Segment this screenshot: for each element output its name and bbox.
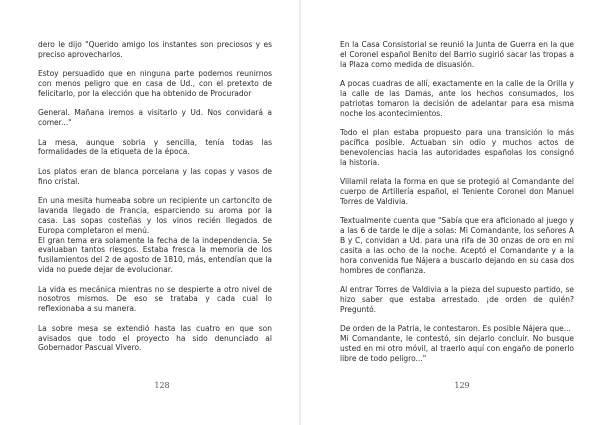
paragraph: La mesa, aunque sobria y sencilla, tenía todas las formalidades de la etiqueta de la época. xyxy=(38,137,272,157)
paragraph: Los platos eran de blanca porcelana y las copas y vasos de fino cristal. xyxy=(38,166,272,186)
paragraph: En la Casa Consistorial se reunió la Junta de Guerra en la que el Coronel español Benito del Barrio sugirió sacar las tropas a la Plaza como medida de disuasión. xyxy=(340,40,574,69)
paragraph: De orden de la Patria, le contestaron. Es posible Nájera que... xyxy=(340,324,571,334)
paragraph: Todo el plan estaba propuesto para una transición lo más pacífica posible. Actuaban sin odio y muchos actos de benevolencias hacia las autoridades españolas los consignó la historia. xyxy=(340,128,574,167)
paragraph: El gran tema era solamente la fecha de la independencia. Se evaluaban tantos riesgos. Estaba fresca la memoria de los fusilamientos del 2 de agosto de 1810, más, entendían que la vida no puede dejar de evolucionar. xyxy=(38,235,272,275)
right-page-text xyxy=(340,40,574,373)
paragraph: A pocas cuadras de allí, exactamente en la calle de la Orilla y la calle de las Damas, ante los hechos consumados, los patriotas tomaron la decisión de adelantar para esa misma noche los acontecimientos. xyxy=(340,79,574,118)
left-page-text xyxy=(38,40,272,363)
paragraph: Mi Comandante, le contestó, sin dejarlo concluir. No busque usted en mi otro móvil, al traerlo aquí con engaño de ponerlo libre de todo peligro..." xyxy=(340,334,574,363)
paragraph: Textualmente cuenta que "Sabía que era aficionado al juego y a las 6 de tarde le dije a solas: Mi Comandante, los señores A B y C, convidan a Ud. para una rifa de 30 onzas de oro en mi casita a las ocho de la noche. Aceptó el Comandante y a la hora convenida fue Nájera a buscarlo dejando en su casa dos hombres de confianza. xyxy=(340,216,574,275)
paragraph: En una mesita humeaba sobre un recipiente un cartoncito de lavanda llegado de Francia, esparciendo su aroma por la casa. Las sopas costeñas y los vinos recién llegados de Europa completaron el menú. xyxy=(38,195,272,235)
paragraph: dero le dijo "Querido amigo los instantes son preciosos y es preciso aprovecharlos. xyxy=(38,40,272,59)
paragraph: General. Mañana iremos a visitarlo y Ud. Nos convidará a comer..." xyxy=(38,108,272,128)
page-number: 129 xyxy=(454,381,470,390)
paragraph: Al entrar Torres de Valdivia a la pieza del supuesto partido, se hizo saber que estaba arrestado. ¡de orden de quién? Preguntó. xyxy=(340,285,574,314)
page-number: 128 xyxy=(154,381,170,390)
paragraph: Estoy persuadido que en ninguna parte podemos reunirnos con menos peligro que en casa de Ud., con el pretexto de felicitarlo, por la elección que ha obtenido de Procurador xyxy=(38,69,272,99)
paragraph: La vida es mecánica mientras no se despierte a otro nivel de nosotros mismos. De eso se trataba y cada cual lo reflexionaba a su manera. xyxy=(38,284,272,314)
paragraph: La sobre mesa se extendió hasta las cuatro en que son avisados que todo el proyecto ha sido denunciado al Gobernador Pascual Vivero. xyxy=(38,323,272,353)
paragraph: Villamil relata la forma en que se protegió al Comandante del cuerpo de Artillería español, el Teniente Coronel don Manuel Torres de Valdivia. xyxy=(340,177,574,206)
right-page xyxy=(300,0,600,425)
